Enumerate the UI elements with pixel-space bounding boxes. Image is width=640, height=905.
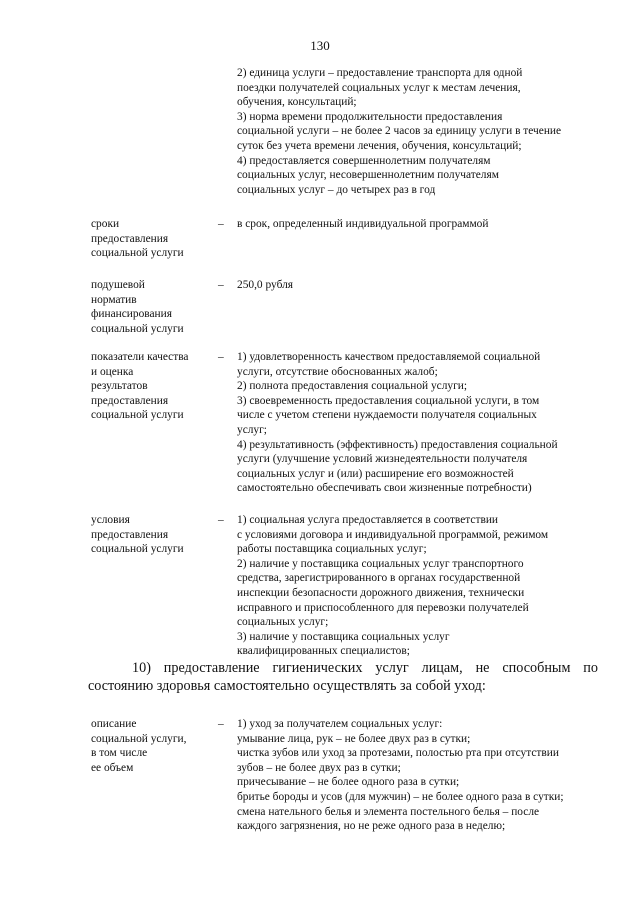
value-line: услуг; xyxy=(237,423,267,436)
value-line: самостоятельно обеспечивать свои жизненные потребности) xyxy=(237,482,532,495)
label-line: описание xyxy=(91,718,137,730)
value-line: зубов – не более двух раз в сутки; xyxy=(237,761,401,774)
value-line: услуги, отсутствие обоснованных жалоб; xyxy=(237,365,438,378)
value-line: бритье бороды и усов (для мужчин) – не более одного раза в сутки; xyxy=(237,790,564,803)
intro-line: суток без учета времени лечения, обучения, консультаций; xyxy=(237,139,522,152)
value-line: 1) социальная услуга предоставляется в соответствии xyxy=(237,514,499,526)
label-line: предоставления xyxy=(91,528,169,541)
label-line: результатов xyxy=(91,380,148,393)
value-line: социальных услуг и (или) расширение его возможностей xyxy=(237,467,514,480)
label-line: норматив xyxy=(91,293,137,306)
row-value xyxy=(237,350,599,496)
label-line: предоставления xyxy=(91,394,169,407)
section-heading xyxy=(88,660,598,695)
value-line: 2) наличие у поставщика социальных услуг транспортного xyxy=(237,557,524,570)
row-value xyxy=(237,278,599,293)
row-label xyxy=(91,513,213,557)
value-line: умывание лица, рук – не более двух раз в сутки; xyxy=(237,732,471,745)
intro-line: 2) единица услуги – предоставление транспорта для одной xyxy=(237,67,523,79)
label-line: социальной услуги xyxy=(91,543,184,556)
row-value xyxy=(237,717,599,834)
label-line: и оценка xyxy=(91,365,134,378)
value-line: 250,0 рубля xyxy=(237,279,294,291)
label-line: финансирования xyxy=(91,308,172,321)
row-label xyxy=(91,217,213,261)
value-line: инспекции безопасности дорожного движения, технически xyxy=(237,586,525,599)
row-dash: – xyxy=(218,718,224,730)
label-line: предоставления xyxy=(91,232,169,245)
label-line: в том числе xyxy=(91,747,148,760)
value-line: квалифицированных специалистов; xyxy=(237,645,410,658)
value-line: 4) результативность (эффективность) предоставления социальной xyxy=(237,438,558,451)
row-label xyxy=(91,350,213,423)
heading-line: состоянию здоровья самостоятельно осуществлять за собой уход: xyxy=(88,677,486,694)
value-line: причесывание – не более одного раза в сутки; xyxy=(237,776,460,789)
intro-line: обучения, консультаций; xyxy=(237,96,357,109)
intro-line: социальной услуги – не более 2 часов за единицу услуги в течение xyxy=(237,125,562,138)
label-line: социальной услуги, xyxy=(91,732,187,745)
label-line: ее объем xyxy=(91,761,134,774)
value-line: числе с учетом степени нуждаемости получателя социальных xyxy=(237,409,537,422)
value-line: 1) удовлетворенность качеством предоставляемой социальной xyxy=(237,351,541,363)
intro-line: поездки получателей социальных услуг к местам лечения, xyxy=(237,81,521,94)
row-label xyxy=(91,717,213,775)
label-line: социальной услуги xyxy=(91,247,184,260)
page-number: 130 xyxy=(310,38,330,53)
value-line: чистка зубов или уход за протезами, полостью рта при отсутствии xyxy=(237,747,559,760)
intro-line: 3) норма времени продолжительности предоставления xyxy=(237,110,503,123)
value-line: услуги (улучшение условий жизнедеятельности получателя xyxy=(237,453,528,466)
label-line: условия xyxy=(91,514,130,526)
value-line: с условиями договора и индивидуальной программой, режимом xyxy=(237,528,549,541)
heading-line: 10) предоставление гигиенических услуг лицам, не способным по xyxy=(132,660,598,676)
value-line: 3) своевременность предоставления социальной услуги, в том xyxy=(237,394,540,407)
value-line: 3) наличие у поставщика социальных услуг xyxy=(237,630,450,643)
value-line: в срок, определенный индивидуальной программой xyxy=(237,218,489,230)
label-line: социальной услуги xyxy=(91,322,184,335)
value-line: смена нательного белья и элемента постельного белья – после xyxy=(237,805,540,818)
row-value xyxy=(237,217,599,232)
value-line: 2) полнота предоставления социальной услуги; xyxy=(237,380,468,393)
row-dash: – xyxy=(218,514,224,526)
label-line: подушевой xyxy=(91,279,145,291)
row-dash: – xyxy=(218,351,224,363)
label-line: социальной услуги xyxy=(91,409,184,422)
value-line: средства, зарегистрированного в органах государственной xyxy=(237,572,521,585)
value-line: 1) уход за получателем социальных услуг: xyxy=(237,718,443,730)
intro-line: 4) предоставляется совершеннолетним получателям xyxy=(237,154,491,167)
row-label xyxy=(91,278,213,336)
row-dash: – xyxy=(218,218,224,230)
intro-line: социальных услуг – до четырех раз в год xyxy=(237,183,436,196)
label-line: показатели качества xyxy=(91,351,189,363)
row-value xyxy=(237,513,599,659)
value-line: работы поставщика социальных услуг; xyxy=(237,543,427,556)
row-dash: – xyxy=(218,279,224,291)
value-line: каждого загрязнения, но не реже одного раза в неделю; xyxy=(237,820,506,833)
intro-line: социальных услуг, несовершеннолетним получателям xyxy=(237,169,499,182)
value-line: социальных услуг; xyxy=(237,616,329,629)
label-line: сроки xyxy=(91,218,120,230)
value-line: исправного и приспособленного для перевозки получателей xyxy=(237,601,529,614)
intro-continuation xyxy=(237,66,597,197)
